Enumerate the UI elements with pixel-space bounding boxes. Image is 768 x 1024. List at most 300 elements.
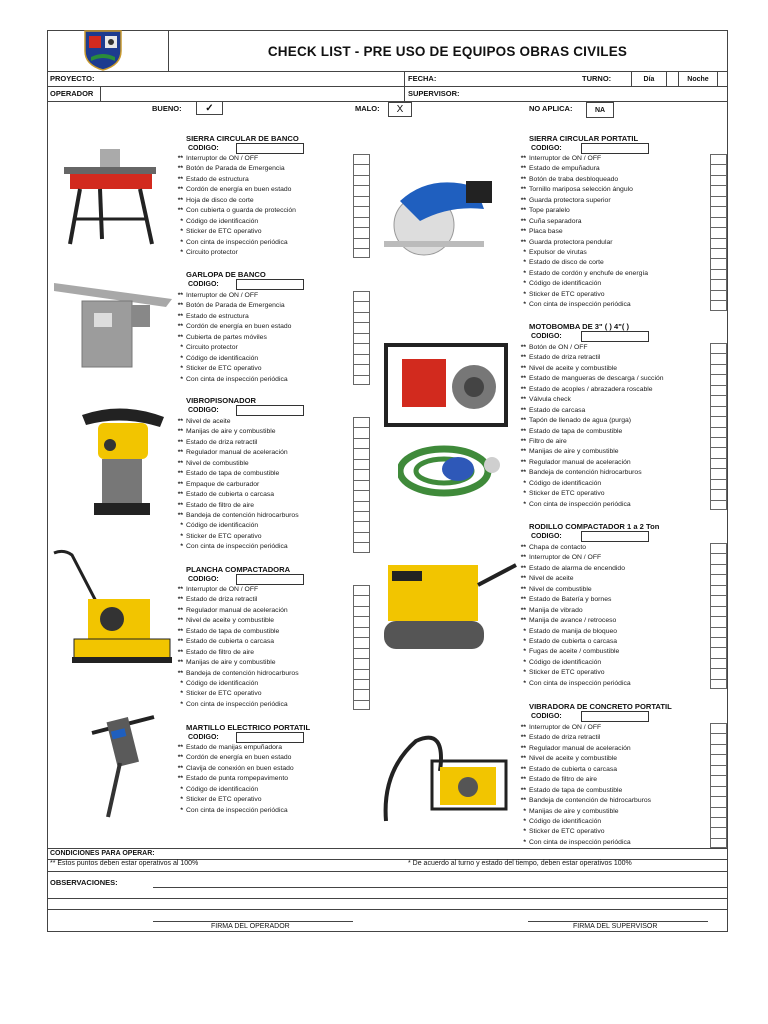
item-label: Con cinta de inspección periódica [529, 500, 631, 508]
priority-marker: ** [177, 428, 183, 436]
checklist-item [171, 774, 294, 784]
codigo-label: CODIGO: [188, 576, 219, 583]
status-checkbox[interactable] [353, 542, 370, 552]
status-checkbox[interactable] [353, 322, 370, 332]
status-checkbox[interactable] [353, 206, 370, 216]
item-label: Manija de vibrado [529, 606, 583, 614]
items-rodillo [514, 543, 631, 689]
priority-marker: * [180, 248, 183, 256]
checklist-item [514, 595, 631, 605]
checklist-item [514, 817, 651, 827]
item-label: Interruptor de ON / OFF [529, 155, 602, 162]
status-checkbox[interactable] [353, 438, 370, 448]
status-checkbox[interactable] [710, 300, 727, 310]
status-checkbox[interactable] [710, 395, 727, 405]
item-label: Sticker de ETC operativo [186, 532, 262, 540]
checklist-item [514, 427, 664, 437]
item-label: Tapón de llenado de agua (purga) [529, 417, 632, 425]
priority-marker: ** [520, 364, 526, 372]
priority-marker: * [523, 817, 526, 825]
priority-marker: ** [520, 755, 526, 763]
turno-label: TURNO: [582, 74, 612, 83]
checklist-item [171, 595, 299, 605]
checklist-item [171, 637, 299, 647]
checklist-item [514, 585, 631, 595]
observaciones-line-1[interactable] [153, 887, 727, 888]
status-checkbox[interactable] [710, 279, 727, 289]
checklist-item [514, 279, 648, 289]
checklist-item [171, 689, 299, 699]
status-checkbox[interactable] [353, 616, 370, 626]
status-checkbox[interactable] [710, 217, 727, 227]
check-col-rodillo[interactable] [710, 543, 727, 689]
status-checkbox[interactable] [710, 343, 727, 353]
item-label: Estado de driza retractil [529, 354, 601, 362]
items-martillo [171, 743, 294, 816]
eq-title-garlopa: GARLOPA DE BANCO [186, 270, 266, 279]
status-checkbox[interactable] [710, 723, 727, 733]
status-checkbox[interactable] [353, 196, 370, 206]
status-checkbox[interactable] [710, 374, 727, 384]
checklist-item [171, 501, 299, 511]
status-checkbox[interactable] [710, 647, 727, 657]
eq-title-vibropisonador: VIBROPISONADOR [186, 396, 257, 405]
priority-marker: ** [177, 449, 183, 457]
checklist-item [171, 164, 296, 174]
item-label: Código de identificación [186, 785, 259, 793]
status-checkbox[interactable] [710, 500, 727, 510]
priority-marker: * [523, 248, 526, 256]
status-checkbox[interactable] [710, 786, 727, 796]
status-checkbox[interactable] [353, 637, 370, 647]
page-title: CHECK LIST - PRE USO DE EQUIPOS OBRAS CIVILES [267, 43, 628, 59]
item-label: Estado de Batería y bornes [529, 596, 612, 604]
item-label: Bandeja de contención hidrocarburos [529, 469, 642, 477]
priority-marker: ** [520, 564, 526, 572]
status-checkbox[interactable] [353, 501, 370, 511]
status-checkbox[interactable] [353, 185, 370, 195]
status-checkbox[interactable] [353, 689, 370, 699]
status-checkbox[interactable] [710, 206, 727, 216]
status-checkbox[interactable] [710, 227, 727, 237]
checklist-item [514, 668, 631, 678]
status-checkbox[interactable] [353, 164, 370, 174]
status-checkbox[interactable] [353, 679, 370, 689]
checklist-item [514, 564, 631, 574]
checklist-item [171, 469, 299, 479]
item-label: Estado de disco de corte [529, 259, 604, 267]
item-label: Fugas de aceite / combustible [529, 648, 620, 656]
item-label: Con cubierta o guarda de protección [186, 207, 296, 215]
checklist-item [514, 353, 664, 363]
status-checkbox[interactable] [353, 301, 370, 311]
item-label: Interruptor de ON / OFF [186, 292, 259, 299]
status-checkbox[interactable] [353, 595, 370, 605]
priority-marker: ** [177, 491, 183, 499]
priority-marker: ** [177, 775, 183, 783]
status-checkbox[interactable] [710, 564, 727, 574]
codigo-field-plancha[interactable] [236, 574, 304, 585]
status-checkbox[interactable] [353, 532, 370, 542]
priority-marker: * [523, 490, 526, 498]
item-label: Manijas de aire y combustible [529, 448, 619, 456]
checklist-item [514, 258, 648, 268]
item-label: Botón de ON / OFF [529, 344, 588, 351]
status-checkbox[interactable] [710, 385, 727, 395]
status-checkbox[interactable] [710, 679, 727, 689]
status-checkbox[interactable] [353, 312, 370, 322]
priority-marker: ** [177, 764, 183, 772]
check-col-sierra-banco[interactable] [353, 154, 370, 258]
priority-marker: * [180, 700, 183, 708]
status-checkbox[interactable] [353, 669, 370, 679]
status-checkbox[interactable] [710, 585, 727, 595]
priority-marker: * [180, 238, 183, 246]
checklist-item [514, 269, 648, 279]
eq-title-sierra-banco: SIERRA CIRCULAR DE BANCO [186, 134, 299, 143]
status-checkbox[interactable] [710, 290, 727, 300]
checklist-item [171, 753, 294, 763]
noche-option[interactable]: Noche [678, 71, 718, 87]
codigo-field-sierra-banco[interactable] [236, 143, 304, 154]
check-col-sierra-portatil[interactable] [710, 154, 727, 311]
status-checkbox[interactable] [353, 354, 370, 364]
checklist-item [514, 838, 651, 848]
priority-marker: * [523, 828, 526, 836]
codigo-field-vibradora[interactable] [581, 711, 649, 722]
priority-marker: * [523, 301, 526, 309]
status-checkbox[interactable] [710, 543, 727, 553]
priority-marker: * [180, 785, 183, 793]
item-label: Código de identificación [186, 522, 259, 530]
status-checkbox[interactable] [710, 406, 727, 416]
item-label: Manijas de aire y combustible [186, 428, 276, 436]
item-label: Botón de traba desbloqueado [529, 175, 619, 183]
priority-marker: ** [520, 724, 526, 731]
priority-marker: * [523, 838, 526, 846]
status-checkbox[interactable] [710, 796, 727, 806]
observaciones-line-3[interactable] [48, 909, 727, 910]
firma-operador-line[interactable] [153, 921, 353, 922]
priority-marker: ** [520, 448, 526, 456]
checklist-item [171, 795, 294, 805]
item-label: Estado de carcasa [529, 406, 586, 414]
status-checkbox[interactable] [710, 775, 727, 785]
status-checkbox[interactable] [710, 595, 727, 605]
status-checkbox[interactable] [710, 574, 727, 584]
eq-title-martillo: MARTILLO ELECTRICO PORTATIL [186, 723, 311, 732]
status-checkbox[interactable] [353, 227, 370, 237]
item-label: Manijas de aire y combustible [186, 659, 276, 667]
observaciones-label: OBSERVACIONES: [50, 878, 118, 887]
item-label: Estado de mangueras de descarga / succión [529, 375, 664, 383]
status-checkbox[interactable] [353, 700, 370, 710]
status-checkbox[interactable] [710, 164, 727, 174]
status-checkbox[interactable] [353, 333, 370, 343]
checklist-item [171, 743, 294, 753]
status-checkbox[interactable] [353, 291, 370, 301]
checklist-item [171, 343, 291, 353]
checklist-item [171, 764, 294, 774]
item-label: Válvula check [529, 396, 571, 404]
check-col-vibradora[interactable] [710, 723, 727, 848]
item-label: Manija de avance / retroceso [529, 617, 617, 625]
priority-marker: * [523, 627, 526, 635]
status-checkbox[interactable] [710, 353, 727, 363]
codigo-label: CODIGO: [188, 145, 219, 152]
status-checkbox[interactable] [710, 185, 727, 195]
check-col-garlopa[interactable] [353, 291, 370, 385]
status-checkbox[interactable] [353, 217, 370, 227]
priority-marker: ** [520, 217, 526, 225]
rammer-image [72, 405, 172, 523]
priority-marker: ** [520, 207, 526, 215]
status-checkbox[interactable] [710, 196, 727, 206]
priority-marker: ** [177, 323, 183, 331]
status-checkbox[interactable] [710, 364, 727, 374]
malo-mark: X [388, 102, 412, 117]
status-checkbox[interactable] [353, 480, 370, 490]
check-col-vibropisonador[interactable] [353, 417, 370, 553]
status-checkbox[interactable] [353, 469, 370, 479]
status-checkbox[interactable] [710, 416, 727, 426]
status-checkbox[interactable] [710, 154, 727, 164]
status-checkbox[interactable] [710, 258, 727, 268]
priority-marker: ** [177, 292, 183, 299]
codigo-field-rodillo[interactable] [581, 531, 649, 542]
item-label: Estado de tapa de combustible [186, 627, 280, 635]
status-checkbox[interactable] [710, 427, 727, 437]
observaciones-line-2[interactable] [48, 898, 727, 899]
status-checkbox[interactable] [710, 765, 727, 775]
priority-marker: ** [177, 333, 183, 341]
item-label: Circuito protector [186, 248, 238, 256]
item-label: Código de identificación [529, 479, 602, 487]
checklist-item [171, 322, 291, 332]
priority-marker: * [180, 679, 183, 687]
item-label: Botón de Parada de Emergencia [186, 302, 285, 310]
no-aplica-label: NO APLICA: [529, 104, 573, 113]
checklist-item [514, 489, 664, 499]
codigo-field-martillo[interactable] [236, 732, 304, 743]
priority-marker: ** [177, 754, 183, 762]
priority-marker: ** [520, 596, 526, 604]
checklist-item [171, 185, 296, 195]
status-checkbox[interactable] [353, 585, 370, 595]
checklist-item [514, 796, 651, 806]
codigo-label: CODIGO: [531, 533, 562, 540]
status-checkbox[interactable] [710, 838, 727, 848]
checklist-item [171, 364, 291, 374]
status-checkbox[interactable] [353, 154, 370, 164]
priority-marker: ** [520, 406, 526, 414]
codigo-field-motobomba[interactable] [581, 331, 649, 342]
item-label: Nivel de aceite [529, 575, 574, 583]
item-label: Con cinta de inspección periódica [186, 238, 288, 246]
status-checkbox[interactable] [710, 637, 727, 647]
priority-marker: ** [177, 744, 183, 751]
checklist-item [514, 637, 631, 647]
status-checkbox[interactable] [353, 238, 370, 248]
status-checkbox[interactable] [710, 269, 727, 279]
item-label: Estado de estructura [186, 312, 249, 320]
priority-marker: ** [177, 511, 183, 519]
item-label: Nivel de combustible [529, 585, 592, 593]
status-checkbox[interactable] [353, 658, 370, 668]
item-label: Estado de cubierta o carcasa [186, 638, 275, 646]
item-label: Estado de manijas empuñadora [186, 744, 282, 751]
item-label: Estado de cubierta o carcasa [186, 491, 275, 499]
checklist-item [514, 290, 648, 300]
status-checkbox[interactable] [353, 511, 370, 521]
status-checkbox[interactable] [353, 521, 370, 531]
firma-supervisor-line[interactable] [528, 921, 708, 922]
item-label: Estado de estructura [186, 175, 249, 183]
checklist-item [171, 312, 291, 322]
status-checkbox[interactable] [710, 437, 727, 447]
checklist-item [514, 343, 664, 353]
dia-option[interactable]: Día [631, 71, 667, 87]
checklist-item [514, 248, 648, 258]
status-checkbox[interactable] [353, 627, 370, 637]
status-checkbox[interactable] [710, 489, 727, 499]
checklist-item [514, 196, 648, 206]
status-checkbox[interactable] [710, 827, 727, 837]
item-label: Bandeja de contención de hidrocarburos [529, 797, 652, 805]
checklist-item [171, 700, 299, 710]
checklist-item [171, 248, 296, 258]
status-checkbox[interactable] [353, 459, 370, 469]
checklist-item [514, 827, 651, 837]
roller-compactor-image [378, 551, 518, 659]
status-checkbox[interactable] [353, 427, 370, 437]
codigo-field-sierra-portatil[interactable] [581, 143, 649, 154]
priority-marker: ** [520, 765, 526, 773]
firma-operador-label: FIRMA DEL OPERADOR [211, 923, 290, 930]
priority-marker: ** [177, 207, 183, 215]
checklist-item [514, 616, 631, 626]
operador-label: OPERADOR [50, 89, 94, 98]
status-checkbox[interactable] [353, 606, 370, 616]
status-checkbox[interactable] [353, 175, 370, 185]
status-checkbox[interactable] [710, 616, 727, 626]
bueno-label: BUENO: [152, 104, 182, 113]
item-label: Botón de Parada de Emergencia [186, 165, 285, 173]
item-label: Circuito protector [186, 344, 238, 352]
item-label: Sticker de ETC operativo [529, 828, 605, 836]
priority-marker: * [523, 637, 526, 645]
priority-marker: * [180, 690, 183, 698]
priority-marker: ** [177, 418, 183, 425]
status-checkbox[interactable] [710, 627, 727, 637]
status-checkbox[interactable] [710, 479, 727, 489]
items-plancha [171, 585, 299, 710]
item-label: Sticker de ETC operativo [529, 669, 605, 677]
priority-marker: ** [177, 459, 183, 467]
status-checkbox[interactable] [710, 458, 727, 468]
priority-marker: ** [520, 196, 526, 204]
status-checkbox[interactable] [710, 238, 727, 248]
status-checkbox[interactable] [353, 417, 370, 427]
jointer-image [54, 277, 174, 372]
item-label: Regulador manual de aceleración [529, 744, 631, 752]
status-checkbox[interactable] [710, 733, 727, 743]
status-checkbox[interactable] [710, 658, 727, 668]
priority-marker: ** [520, 744, 526, 752]
codigo-label: CODIGO: [531, 145, 562, 152]
status-checkbox[interactable] [353, 343, 370, 353]
checklist-item [514, 185, 648, 195]
priority-marker: ** [177, 196, 183, 204]
priority-marker: ** [177, 586, 183, 593]
checklist-sheet [47, 30, 728, 932]
status-checkbox[interactable] [710, 175, 727, 185]
checklist-item [514, 500, 664, 510]
checklist-item [514, 627, 631, 637]
checklist-item [171, 175, 296, 185]
checklist-item [171, 206, 296, 216]
item-label: Manijas de aire y combustible [529, 807, 619, 815]
item-label: Con cinta de inspección periódica [529, 838, 631, 846]
priority-marker: ** [520, 544, 526, 551]
status-checkbox[interactable] [710, 807, 727, 817]
status-checkbox[interactable] [353, 490, 370, 500]
status-checkbox[interactable] [710, 744, 727, 754]
status-checkbox[interactable] [710, 248, 727, 258]
codigo-field-garlopa[interactable] [236, 279, 304, 290]
checklist-item [514, 553, 631, 563]
status-checkbox[interactable] [710, 447, 727, 457]
item-label: Con cinta de inspección periódica [186, 543, 288, 551]
priority-marker: ** [177, 648, 183, 656]
priority-marker: * [523, 648, 526, 656]
checklist-item [171, 511, 299, 521]
priority-marker: * [180, 228, 183, 236]
checklist-item [514, 206, 648, 216]
status-checkbox[interactable] [353, 375, 370, 385]
status-checkbox[interactable] [710, 817, 727, 827]
jackhammer-image [88, 703, 158, 821]
item-label: Hoja de disco de corte [186, 196, 254, 204]
item-label: Estado de driza retractil [186, 438, 258, 446]
priority-marker: ** [520, 786, 526, 794]
status-checkbox[interactable] [353, 448, 370, 458]
checklist-item [171, 448, 299, 458]
status-checkbox[interactable] [710, 606, 727, 616]
priority-marker: ** [520, 175, 526, 183]
priority-marker: ** [177, 186, 183, 194]
status-checkbox[interactable] [353, 364, 370, 374]
status-checkbox[interactable] [353, 248, 370, 258]
item-label: Nivel de aceite [186, 418, 231, 425]
priority-marker: ** [177, 596, 183, 604]
status-checkbox[interactable] [710, 468, 727, 478]
status-checkbox[interactable] [710, 754, 727, 764]
priority-marker: ** [177, 638, 183, 646]
codigo-field-vibropisonador[interactable] [236, 405, 304, 416]
status-checkbox[interactable] [353, 648, 370, 658]
operador-row [48, 86, 727, 102]
checklist-item [514, 786, 651, 796]
status-checkbox[interactable] [710, 668, 727, 678]
priority-marker: ** [520, 396, 526, 404]
item-label: Estado de driza retractil [529, 734, 601, 742]
check-col-plancha[interactable] [353, 585, 370, 710]
status-checkbox[interactable] [710, 553, 727, 563]
item-label: Estado de cordón y enchufe de energía [529, 269, 649, 277]
check-col-motobomba[interactable] [710, 343, 727, 510]
priority-marker: ** [177, 165, 183, 173]
